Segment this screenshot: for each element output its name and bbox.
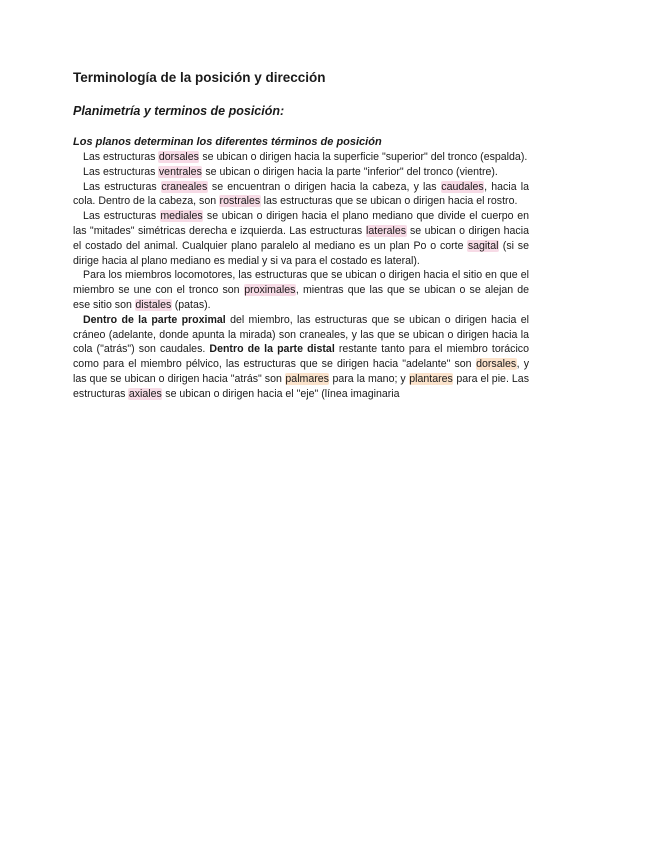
text-run: Para los miembros locomotores, las estructuras que se ubican o dirigen hacia el sitio en que el miembro se une con el tronco son bbox=[73, 269, 529, 297]
highlighted-term: sagital bbox=[467, 239, 499, 252]
paragraph bbox=[73, 209, 529, 268]
bold-phrase: Dentro de la parte distal bbox=[209, 343, 335, 356]
highlighted-term: palmares bbox=[285, 372, 329, 385]
text-run: se ubican o dirigen hacia el "eje" (línea imaginaria bbox=[162, 387, 400, 400]
text-run: del miembro, las estructuras que se ubican o dirigen hacia el cráneo (adelante, donde apunta la mirada) son craneales, y las que se ubican o dirigen hacia la cola ("atrás") son caudales. bbox=[73, 313, 529, 356]
text-run: para la mano; y bbox=[329, 372, 409, 385]
highlighted-term: ventrales bbox=[158, 165, 202, 178]
text-run: se encuentran o dirigen hacia la cabeza, y las bbox=[207, 180, 441, 193]
bold-phrase: Dentro de la parte proximal bbox=[83, 313, 226, 326]
text-run: las estructuras que se ubican o dirigen hacia el rostro. bbox=[260, 195, 518, 208]
document-title: Terminología de la posición y dirección bbox=[73, 70, 326, 85]
text-run: Las estructuras bbox=[83, 151, 159, 163]
text-run: se ubican o dirigen hacia la superficie "superior" del tronco (espalda). bbox=[199, 151, 528, 163]
text-run: Las estructuras bbox=[83, 165, 159, 178]
paragraph bbox=[73, 150, 529, 165]
text-run: Las estructuras bbox=[83, 210, 160, 223]
text-run: se ubican o dirigen hacia el plano mediano que divide el cuerpo en las "mitades" simétricas derecha e izquierda. Las estructuras bbox=[73, 210, 529, 237]
paragraph bbox=[73, 313, 529, 402]
highlighted-term: dorsales bbox=[158, 151, 199, 163]
highlighted-term: mediales bbox=[160, 210, 203, 223]
highlighted-term: laterales bbox=[366, 224, 407, 237]
text-run: , mientras que las que se ubican o se alejan de ese sitio son bbox=[73, 284, 530, 311]
text-run: para el pie. Las estructuras bbox=[73, 372, 529, 400]
text-run: (patas). bbox=[171, 298, 211, 311]
text-run: restante tanto para el miembro torácico como para el miembro pélvico, las estructuras que se dirigen hacia "adelante" son bbox=[73, 343, 529, 371]
document-body bbox=[73, 150, 529, 402]
text-run: se ubican o dirigen hacia la parte "inferior" del tronco (vientre). bbox=[202, 165, 498, 178]
highlighted-term: distales bbox=[135, 298, 172, 311]
highlighted-term: plantares bbox=[409, 372, 453, 385]
highlighted-term: caudales bbox=[441, 180, 484, 193]
highlighted-term: dorsales bbox=[476, 358, 517, 371]
paragraph bbox=[73, 180, 529, 210]
text-run: Las estructuras bbox=[83, 180, 161, 193]
section-heading: Los planos determinan los diferentes términos de posición bbox=[73, 136, 382, 148]
text-run: , hacia la cola. Dentro de la cabeza, son bbox=[73, 180, 530, 208]
paragraph bbox=[73, 165, 529, 180]
text-run: (si se dirige hacia al plano mediano es medial y si va para el costado es lateral). bbox=[73, 239, 529, 267]
text-run: se ubican o dirigen hacia el costado del animal. Cualquier plano paralelo al mediano es un plan Po o corte bbox=[73, 224, 529, 252]
text-run: , y las que se ubican o dirigen hacia "atrás" son bbox=[73, 358, 529, 385]
document-subtitle: Planimetría y terminos de posición: bbox=[73, 104, 285, 118]
highlighted-term: axiales bbox=[128, 387, 162, 400]
highlighted-term: craneales bbox=[161, 180, 208, 193]
highlighted-term: rostrales bbox=[219, 195, 261, 208]
highlighted-term: proximales bbox=[244, 284, 296, 297]
paragraph bbox=[73, 268, 529, 312]
